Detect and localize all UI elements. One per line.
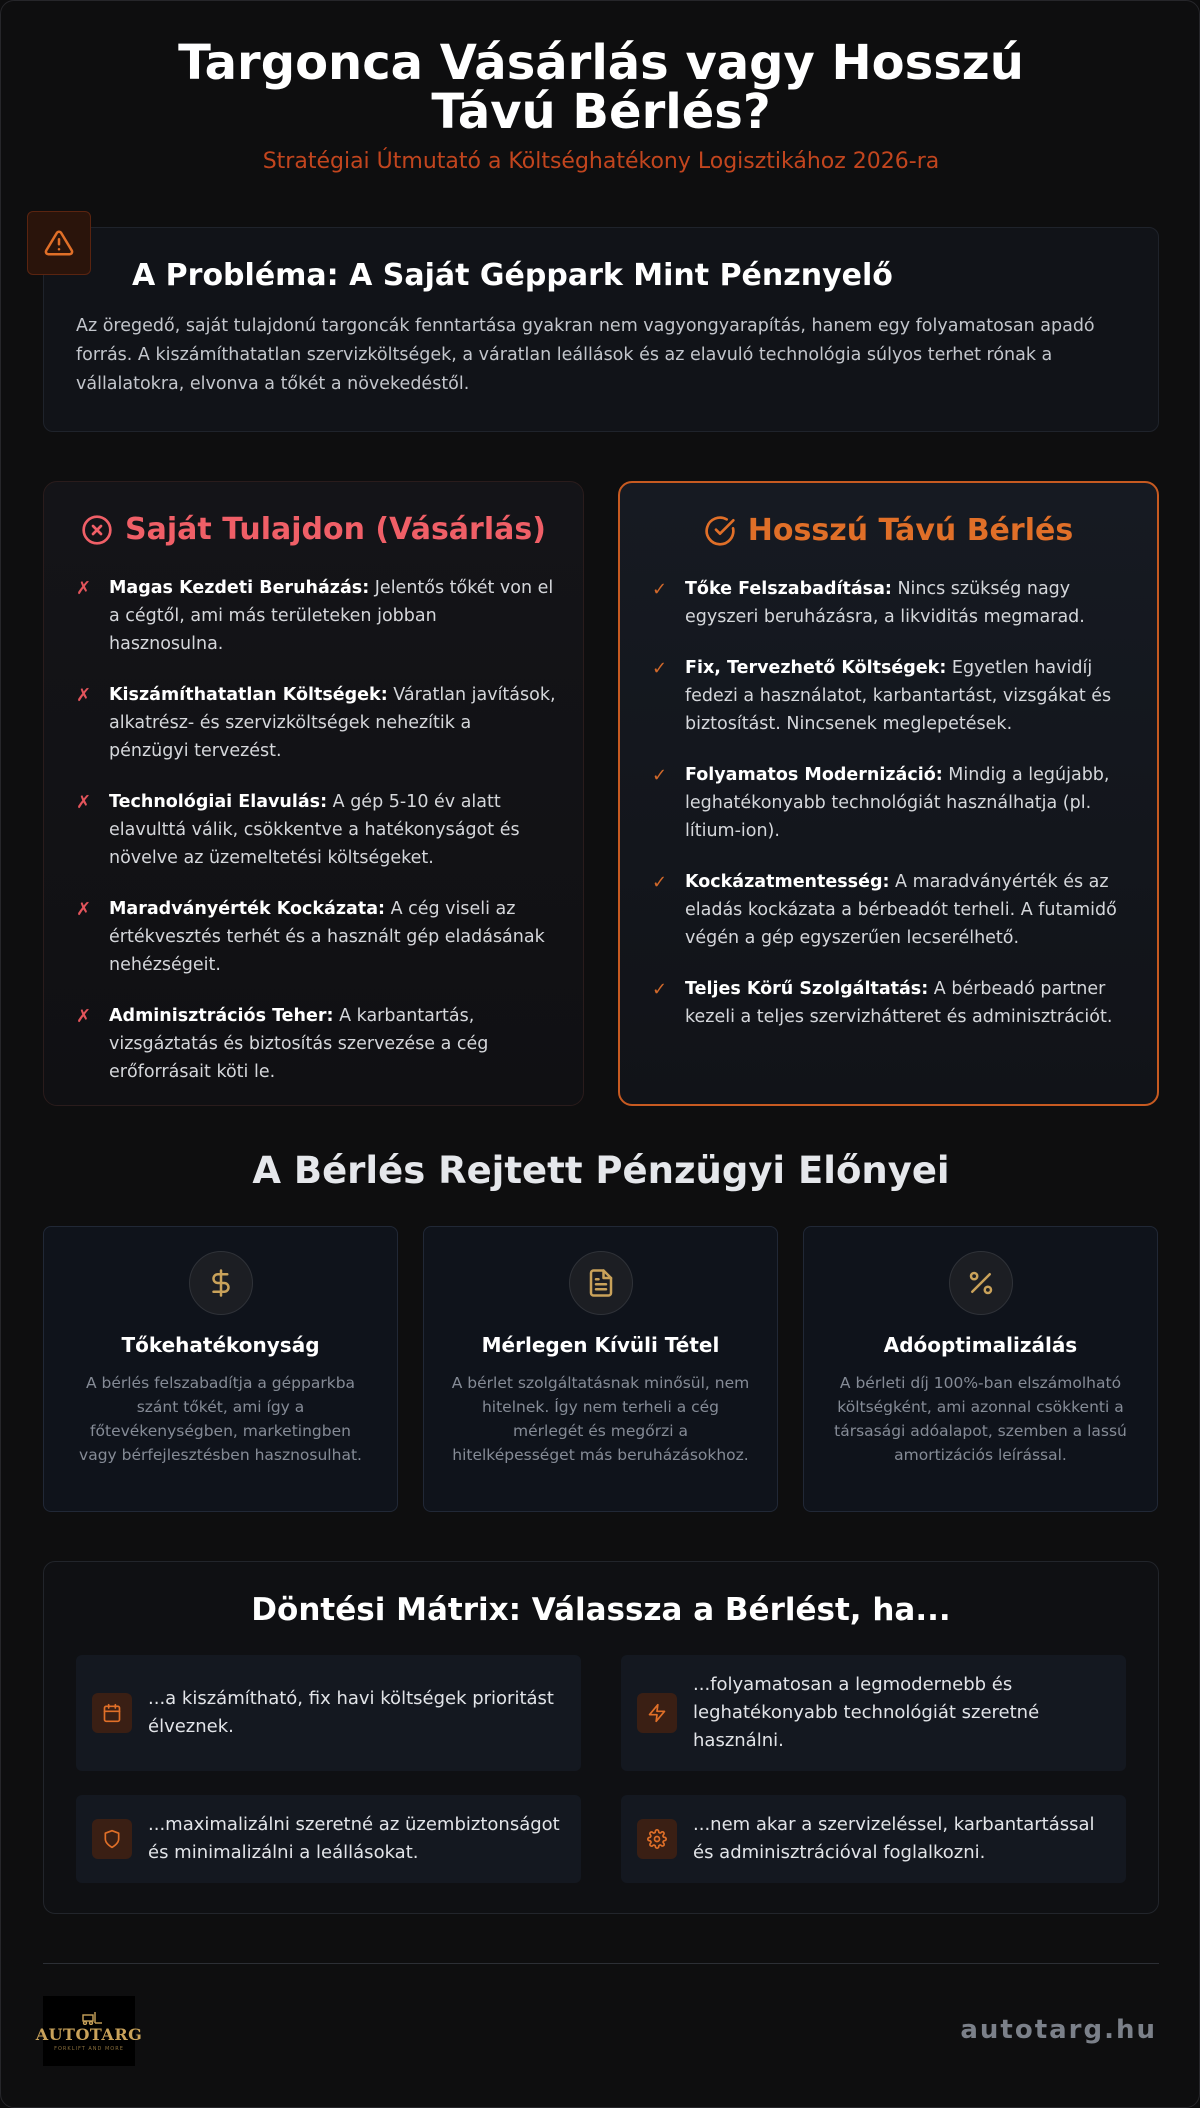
lease-column (618, 481, 1159, 1106)
x-circle-icon (81, 514, 113, 546)
item-heading: Fix, Tervezhető Költségek: (685, 658, 947, 678)
matrix-cell (621, 1795, 1126, 1883)
cross-icon: ✗ (76, 578, 92, 599)
item-text: Váratlan javítások, alkatrész- és szervizköltségek nehezítik a pénzügyi tervezést. (109, 685, 556, 761)
benefit-text: A bérleti díj 100%-ban elszámolható költségként, ami azonnal csökkenti a társasági adóalapot, szemben a lassú amortizációs leírással. (834, 1374, 1127, 1464)
lightning-icon (637, 1693, 677, 1733)
cross-icon: ✗ (76, 685, 92, 706)
calendar-icon (92, 1693, 132, 1733)
item-text: Jelentős tőkét von el a cégtől, ami más területeken jobban hasznosulna. (109, 578, 554, 654)
document-icon (569, 1251, 633, 1315)
list-item (76, 574, 556, 658)
cross-icon: ✗ (76, 1006, 92, 1027)
item-heading: Tőke Felszabadítása: (685, 579, 892, 599)
decision-matrix (43, 1561, 1159, 1914)
shield-icon (92, 1819, 132, 1859)
finance-section-title: A Bérlés Rejtett Pénzügyi Előnyei (252, 1149, 950, 1192)
check-circle-icon (704, 515, 736, 547)
item-heading: Teljes Körű Szolgáltatás: (685, 979, 929, 999)
logo-subtext: FORKLIFT AND MORE (54, 2045, 124, 2052)
benefit-card-offbalance (423, 1226, 778, 1512)
website-link[interactable]: autotarg.hu (960, 2015, 1157, 2045)
check-icon: ✓ (652, 765, 668, 786)
page-title: Targonca Vásárlás vagy Hosszú Távú Bérlés? (178, 35, 1024, 140)
benefit-card-capital (43, 1226, 398, 1512)
item-text: Egyetlen havidíj fedezi a használatot, karbantartást, vizsgákat és biztosítást. Nincsenek meglepetések. (685, 658, 1112, 734)
matrix-text: ...folyamatosan a legmodernebb és leghatékonyabb technológiát szeretné használni. (693, 1674, 1040, 1751)
list-item (76, 788, 556, 872)
matrix-cell (76, 1655, 581, 1771)
list-item (652, 575, 1132, 631)
purchase-title: Saját Tulajdon (Vásárlás) (125, 512, 546, 547)
item-text: Nincs szükség nagy egyszeri beruházásra, a likviditás megmarad. (685, 579, 1085, 627)
cross-icon: ✗ (76, 899, 92, 920)
list-item (76, 1002, 556, 1086)
matrix-cell (76, 1795, 581, 1883)
logo-text: AUTOTARG (35, 2024, 143, 2044)
item-text: A bérbeadó partner kezeli a teljes szervizhátteret és adminisztrációt. (685, 979, 1113, 1027)
matrix-text: ...maximalizálni szeretné az üzembiztonságot és minimalizálni a leállásokat. (148, 1814, 560, 1863)
purchase-header (44, 512, 583, 547)
list-item (652, 654, 1132, 738)
item-heading: Kiszámíthatatlan Költségek: (109, 685, 388, 705)
list-item (652, 868, 1132, 952)
item-heading: Folyamatos Modernizáció: (685, 765, 943, 785)
lease-header (620, 513, 1157, 548)
check-icon: ✓ (652, 658, 668, 679)
item-text: Mindig a legújabb, leghatékonyabb technológiát használhatja (pl. lítium-ion). (685, 765, 1110, 841)
benefit-text: A bérlet szolgáltatásnak minősül, nem hitelnek. Így nem terheli a cég mérlegét és megőrzi a hitelképességet más beruházásokhoz. (451, 1374, 750, 1464)
item-heading: Maradványérték Kockázata: (109, 899, 386, 919)
page-subtitle: Stratégiai Útmutató a Költséghatékony Logisztikához 2026-ra (262, 149, 940, 174)
gear-icon (637, 1819, 677, 1859)
benefit-text: A bérlés felszabadítja a gépparkba szánt tőkét, ami így a főtevékenységben, marketingben vagy bérfejlesztésben hasznosulhat. (79, 1374, 362, 1464)
matrix-title: Döntési Mátrix: Válassza a Bérlést, ha... (251, 1592, 951, 1628)
item-text: A karbantartás, vizsgáztatás és biztosítás szervezése a cég erőforrásait köti le. (109, 1006, 489, 1082)
item-text: A gép 5-10 év alatt elavulttá válik, csökkentve a hatékonyságot és növelve az üzemeltetési költségeket. (109, 792, 520, 868)
list-item (76, 681, 556, 765)
dollar-icon (189, 1251, 253, 1315)
footer-divider (43, 1963, 1159, 1964)
list-item (652, 761, 1132, 845)
problem-title: A Probléma: A Saját Géppark Mint Pénznyelő (132, 258, 893, 293)
item-heading: Technológiai Elavulás: (109, 792, 328, 812)
forklift-icon (75, 2011, 103, 2025)
problem-text: Az öregedő, saját tulajdonú targoncák fenntartása gyakran nem vagyongyarapítás, hanem egy folyamatosan apadó forrás. A kiszámíthatatlan szervizköltségek, a váratlan leállások és az elavuló technológia súlyos terhet rónak a vállalatokra, elvonva a tőkét a növekedéstől. (76, 316, 1095, 394)
check-icon: ✓ (652, 979, 668, 1000)
benefit-card-tax (803, 1226, 1158, 1512)
benefit-title: Adóoptimalizálás (883, 1333, 1078, 1357)
check-icon: ✓ (652, 872, 668, 893)
matrix-text: ...a kiszámítható, fix havi költségek prioritást élveznek. (148, 1688, 554, 1737)
autotarg-logo[interactable] (35, 1996, 143, 2066)
check-icon: ✓ (652, 579, 668, 600)
matrix-text: ...nem akar a szervizeléssel, karbantartással és adminisztrációval foglalkozni. (693, 1814, 1095, 1863)
item-text: A cég viseli az értékvesztés terhét és a használt gép eladásának nehézségeit. (109, 899, 545, 975)
list-item (76, 895, 556, 979)
item-heading: Adminisztrációs Teher: (109, 1006, 334, 1026)
item-heading: Magas Kezdeti Beruházás: (109, 578, 370, 598)
header (1, 35, 1200, 174)
cross-icon: ✗ (76, 792, 92, 813)
percent-icon (949, 1251, 1013, 1315)
list-item (652, 975, 1132, 1031)
purchase-list (76, 574, 556, 1109)
matrix-cell (621, 1655, 1126, 1771)
problem-card (43, 227, 1159, 432)
warning-triangle-icon (27, 211, 91, 275)
item-heading: Kockázatmentesség: (685, 872, 890, 892)
item-text: A maradványérték és az eladás kockázata a bérbeadót terheli. A futamidő végén a gép egyszerűen lecserélhető. (685, 872, 1117, 948)
benefit-title: Tőkehatékonyság (121, 1333, 320, 1357)
lease-title: Hosszú Távú Bérlés (747, 513, 1074, 548)
lease-list (652, 575, 1132, 1054)
benefit-title: Mérlegen Kívüli Tétel (481, 1333, 720, 1357)
purchase-column (43, 481, 584, 1106)
